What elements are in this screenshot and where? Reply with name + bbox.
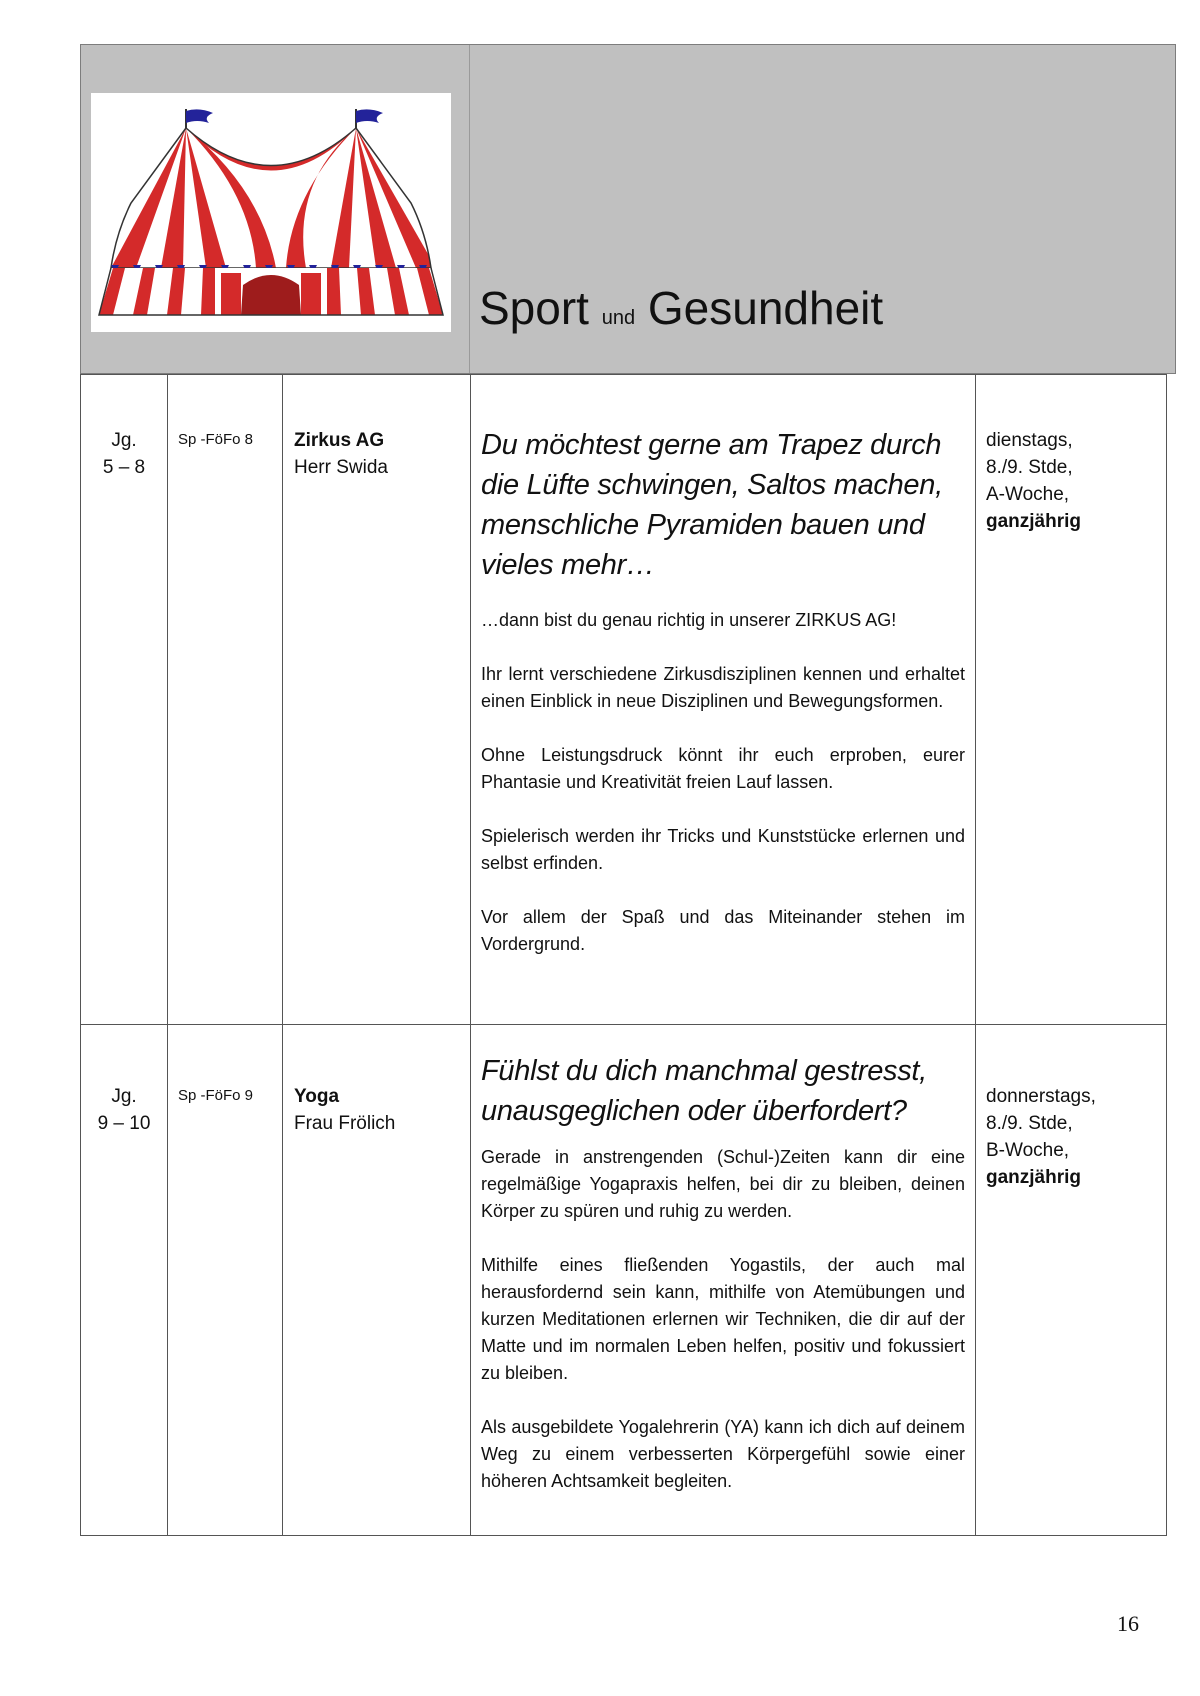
- schedule-cell: [976, 375, 1166, 1024]
- description-paragraph: Ohne Leistungsdruck könnt ihr euch erproben, eurer Phantasie und Kreativität freien Lauf lassen.: [481, 745, 965, 792]
- ag-name: Yoga: [294, 1086, 340, 1107]
- description-paragraph: …dann bist du genau richtig in unserer ZIRKUS AG!: [481, 610, 897, 630]
- page-number: 16: [1117, 1611, 1139, 1636]
- description-paragraph: Spielerisch werden ihr Tricks und Kunststücke erlernen und selbst erfinden.: [481, 826, 965, 873]
- grade-cell: [81, 1025, 168, 1535]
- circus-tent-icon: [91, 93, 451, 332]
- course-code-text: Sp -FöFo 8: [178, 431, 254, 448]
- page-title: [479, 282, 884, 334]
- description-paragraph: Vor allem der Spaß und das Miteinander stehen im Vordergrund.: [481, 907, 965, 954]
- course-code: [168, 375, 283, 1024]
- ag-info: [283, 375, 471, 1024]
- title-part1: Sport: [479, 282, 589, 334]
- grade-range: 9 – 10: [97, 1113, 151, 1134]
- ag-info: [283, 1025, 471, 1535]
- schedule-week: A-Woche,: [986, 484, 1070, 505]
- table-row: [81, 1024, 1166, 1535]
- schedule-duration: ganzjährig: [986, 1167, 1082, 1188]
- ag-description: [471, 375, 976, 1024]
- description-headline: Fühlst du dich manchmal gestresst, unausgeglichen oder überfordert?: [481, 1055, 927, 1127]
- page-header: [80, 44, 1176, 374]
- schedule-hours: 8./9. Stde,: [986, 1113, 1073, 1134]
- schedule-week: B-Woche,: [986, 1140, 1070, 1161]
- schedule-duration: ganzjährig: [986, 511, 1082, 532]
- ag-description: [471, 1025, 976, 1535]
- grade-label: Jg.: [111, 430, 137, 451]
- grade-cell: [81, 375, 168, 1024]
- header-divider: [469, 45, 470, 373]
- description-paragraph: Gerade in anstrengenden (Schul-)Zeiten kann dir eine regelmäßige Yogapraxis helfen, bei dir zu bleiben, deinen Körper zu spüren und ruhig zu werden.: [481, 1147, 965, 1221]
- course-code: [168, 1025, 283, 1535]
- schedule-day: donnerstags,: [986, 1086, 1096, 1107]
- grade-range: 5 – 8: [102, 457, 146, 478]
- schedule-hours: 8./9. Stde,: [986, 457, 1073, 478]
- grade-label: Jg.: [111, 1086, 137, 1107]
- description-paragraph: Ihr lernt verschiedene Zirkusdisziplinen kennen und erhaltet einen Einblick in neue Disziplinen und Bewegungsformen.: [481, 664, 965, 711]
- title-connector: und: [601, 307, 636, 329]
- description-paragraph: Als ausgebildete Yogalehrerin (YA) kann ich dich auf deinem Weg zu einem verbesserten Körpergefühl sowie einer höheren Achtsamkeit begleiten.: [481, 1417, 965, 1491]
- description-headline: Du möchtest gerne am Trapez durch die Lüfte schwingen, Saltos machen, menschliche Pyramiden bauen und vieles mehr…: [481, 429, 943, 581]
- schedule-day: dienstags,: [986, 430, 1073, 451]
- ag-table: [80, 374, 1167, 1536]
- course-code-text: Sp -FöFo 9: [178, 1087, 254, 1104]
- title-part2: Gesundheit: [647, 282, 884, 334]
- teacher-name: Herr Swida: [294, 457, 388, 478]
- teacher-name: Frau Frölich: [294, 1113, 396, 1134]
- ag-name: Zirkus AG: [294, 430, 385, 451]
- description-paragraph: Mithilfe eines fließenden Yogastils, der auch mal herausfordernd sein kann, mithilfe von Atemübungen und kurzen Meditationen erlernen wir Techniken, die dir auf der Matte und im normalen Leben helfen, positiv und fokussiert zu bleiben.: [481, 1255, 965, 1383]
- table-row: [81, 374, 1166, 1024]
- schedule-cell: [976, 1025, 1166, 1535]
